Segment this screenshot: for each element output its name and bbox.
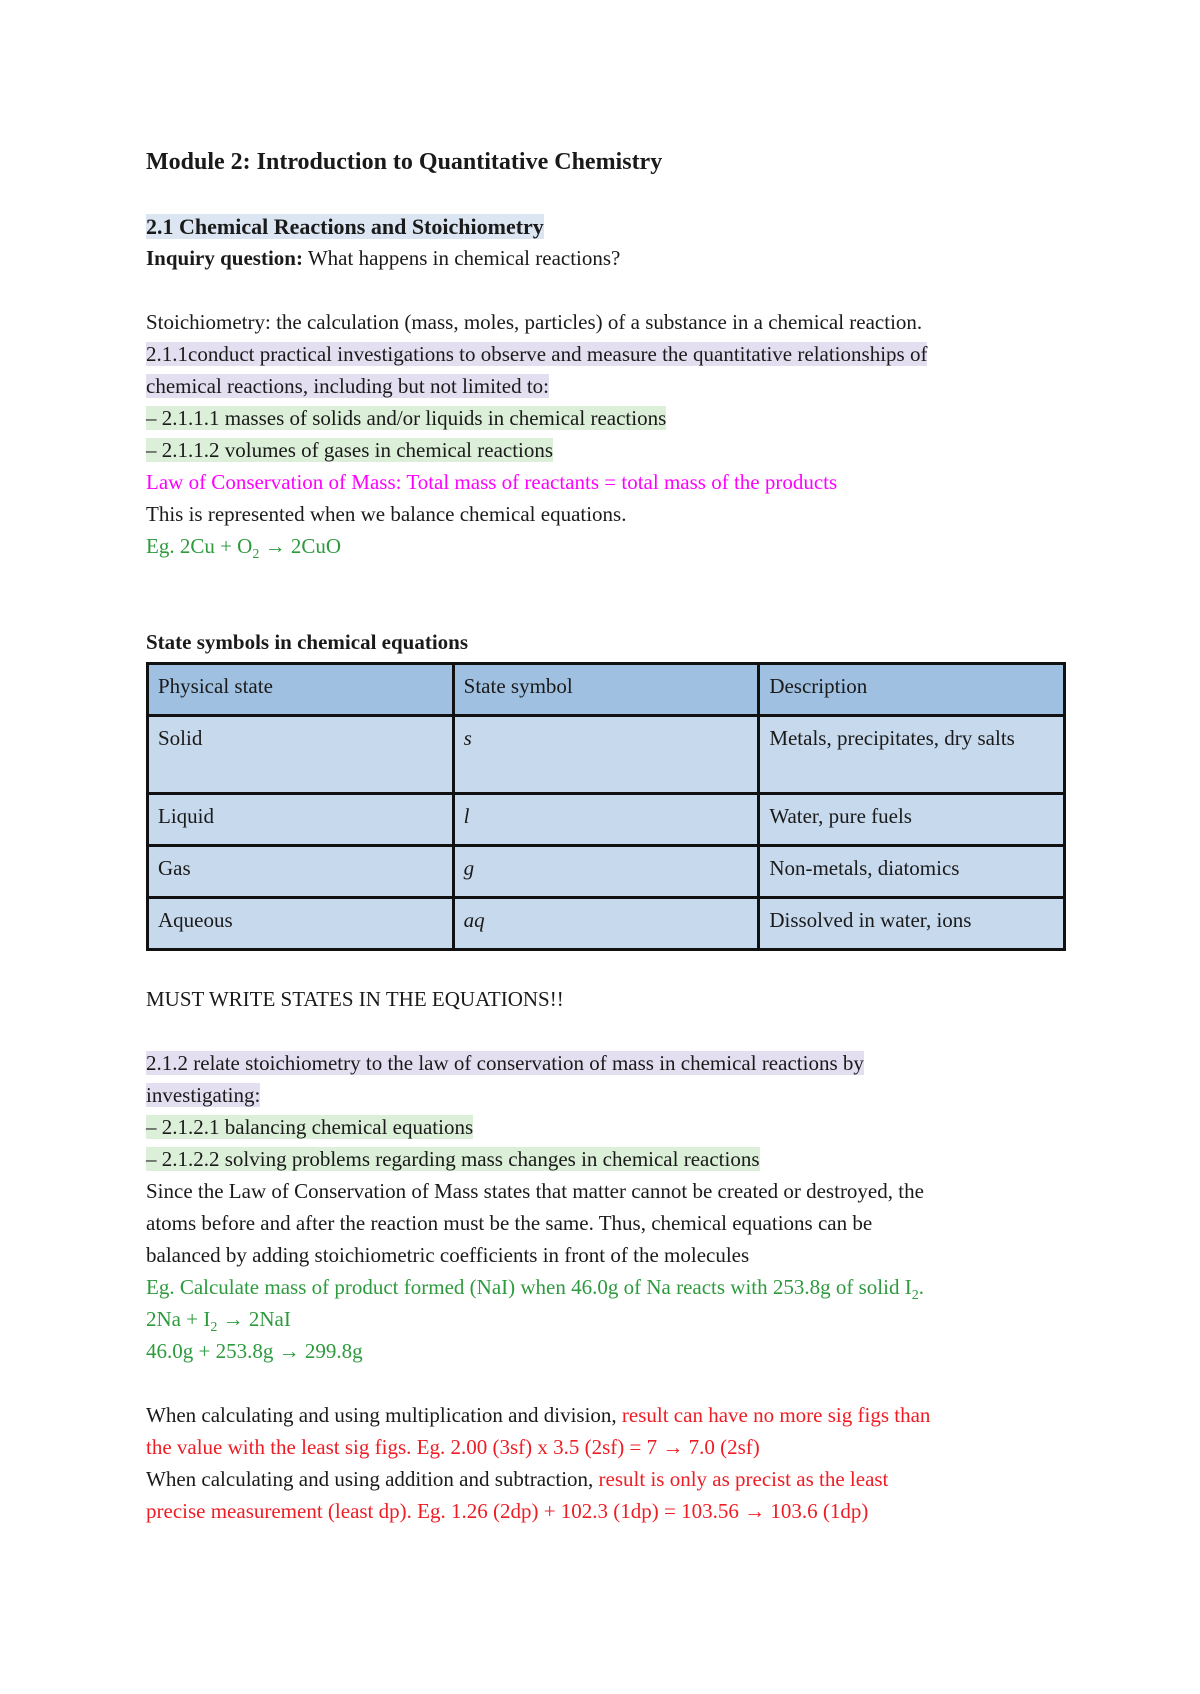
- example-2-line2-end: → 2NaI: [217, 1307, 291, 1331]
- outcome-2-sub1: – 2.1.2.1 balancing chemical equations: [146, 1115, 474, 1139]
- example-1-before: Eg. 2Cu + O: [146, 534, 253, 558]
- outcome-1-line1: 2.1.1conduct practical investigations to observe and measure the quantitative relationships of: [146, 342, 928, 366]
- example-1-after: → 2CuO: [259, 534, 342, 558]
- table-header-cell: State symbol: [453, 664, 759, 716]
- sigfig-mult-lead: When calculating and using multiplication and division,: [146, 1403, 622, 1427]
- table-cell: Metals, precipitates, dry salts: [759, 716, 1065, 794]
- table-cell: Solid: [148, 716, 454, 794]
- stoichiometry-definition: Stoichiometry: the calculation (mass, moles, particles) of a substance in a chemical reaction.: [146, 310, 923, 334]
- sigfig-add-rule-cont: precise measurement (least dp).: [146, 1499, 418, 1523]
- example-2-line1-end: .: [918, 1275, 924, 1299]
- table-header-row: [148, 664, 1065, 716]
- table-cell: Liquid: [148, 794, 454, 846]
- sigfig-mult-rule: result can have no more sig figs than: [621, 1403, 931, 1427]
- explanation-line3: balanced by adding stoichiometric coefficients in front of the molecules: [146, 1243, 750, 1267]
- outcome-2-line1: 2.1.2 relate stoichiometry to the law of conservation of mass in chemical reactions by: [146, 1051, 864, 1075]
- table-row: [148, 846, 1065, 898]
- example-2-line1-subscript: 2: [911, 1288, 919, 1304]
- sigfig-add-line1: [146, 1463, 1066, 1495]
- outcome-1-sub2: – 2.1.1.2 volumes of gases in chemical reactions: [146, 438, 554, 462]
- explanation-line1: Since the Law of Conservation of Mass states that matter cannot be created or destroyed, the: [146, 1179, 924, 1203]
- outcome-1-sub1: – 2.1.1.1 masses of solids and/or liquids in chemical reactions: [146, 406, 667, 430]
- law-conservation-mass: Law of Conservation of Mass: Total mass of reactants = total mass of the products: [146, 470, 838, 494]
- table-cell: g: [453, 846, 759, 898]
- table-row: [148, 794, 1065, 846]
- document-content: [146, 146, 1066, 1527]
- table-cell: l: [453, 794, 759, 846]
- table-cell: Water, pure fuels: [759, 794, 1065, 846]
- inquiry-label: Inquiry question:: [146, 246, 303, 270]
- example-1-subscript: 2: [252, 547, 260, 563]
- table-header-cell: Description: [759, 664, 1065, 716]
- document-title: Module 2: Introduction to Quantitative Chemistry: [146, 149, 663, 175]
- sigfig-mult-line1: [146, 1399, 1066, 1431]
- law-note: This is represented when we balance chemical equations.: [146, 502, 627, 526]
- sigfig-add-line2: [146, 1495, 1066, 1527]
- example-2-line1-text: Eg. Calculate mass of product formed (NaI) when 46.0g of Na reacts with 253.8g of solid I: [146, 1275, 912, 1299]
- example-equation-1: [146, 530, 1066, 562]
- sigfig-mult-example: Eg. 2.00 (3sf) x 3.5 (2sf) = 7 → 7.0 (2sf): [416, 1435, 760, 1459]
- table-cell: Aqueous: [148, 898, 454, 950]
- outcome-1-line2: chemical reactions, including but not limited to:: [146, 374, 549, 398]
- table-cell: s: [453, 716, 759, 794]
- sigfig-add-example: Eg. 1.26 (2dp) + 102.3 (1dp) = 103.56 → 103.6 (1dp): [417, 1499, 869, 1523]
- table-cell: aq: [453, 898, 759, 950]
- table-header-cell: Physical state: [148, 664, 454, 716]
- outcome-2-line2: investigating:: [146, 1083, 261, 1107]
- table-row: [148, 716, 1065, 794]
- explanation-line2: atoms before and after the reaction must be the same. Thus, chemical equations can be: [146, 1211, 873, 1235]
- section-heading: 2.1 Chemical Reactions and Stoichiometry: [146, 214, 544, 239]
- sigfig-mult-rule-cont: the value with the least sig figs.: [146, 1435, 417, 1459]
- outcome-2-sub2: – 2.1.2.2 solving problems regarding mass changes in chemical reactions: [146, 1147, 760, 1171]
- state-symbols-table: [146, 662, 1066, 951]
- sigfig-add-rule: result is only as precist as the least: [598, 1467, 889, 1491]
- table-row: [148, 898, 1065, 950]
- table-cell: Non-metals, diatomics: [759, 846, 1065, 898]
- must-write-states-note: MUST WRITE STATES IN THE EQUATIONS!!: [146, 987, 564, 1011]
- table-caption: State symbols in chemical equations: [146, 630, 469, 654]
- example-2-line1: [146, 1271, 1066, 1303]
- example-2-line3: 46.0g + 253.8g → 299.8g: [146, 1339, 363, 1363]
- sigfig-mult-line2: [146, 1431, 1066, 1463]
- sigfig-add-lead: When calculating and using addition and subtraction,: [146, 1467, 599, 1491]
- example-2-line2-text: 2Na + I: [146, 1307, 211, 1331]
- table-cell: Dissolved in water, ions: [759, 898, 1065, 950]
- example-2-line2-subscript: 2: [210, 1320, 218, 1336]
- inquiry-question: [146, 242, 1066, 274]
- inquiry-text: What happens in chemical reactions?: [302, 246, 621, 270]
- table-cell: Gas: [148, 846, 454, 898]
- example-2-line2: [146, 1303, 1066, 1335]
